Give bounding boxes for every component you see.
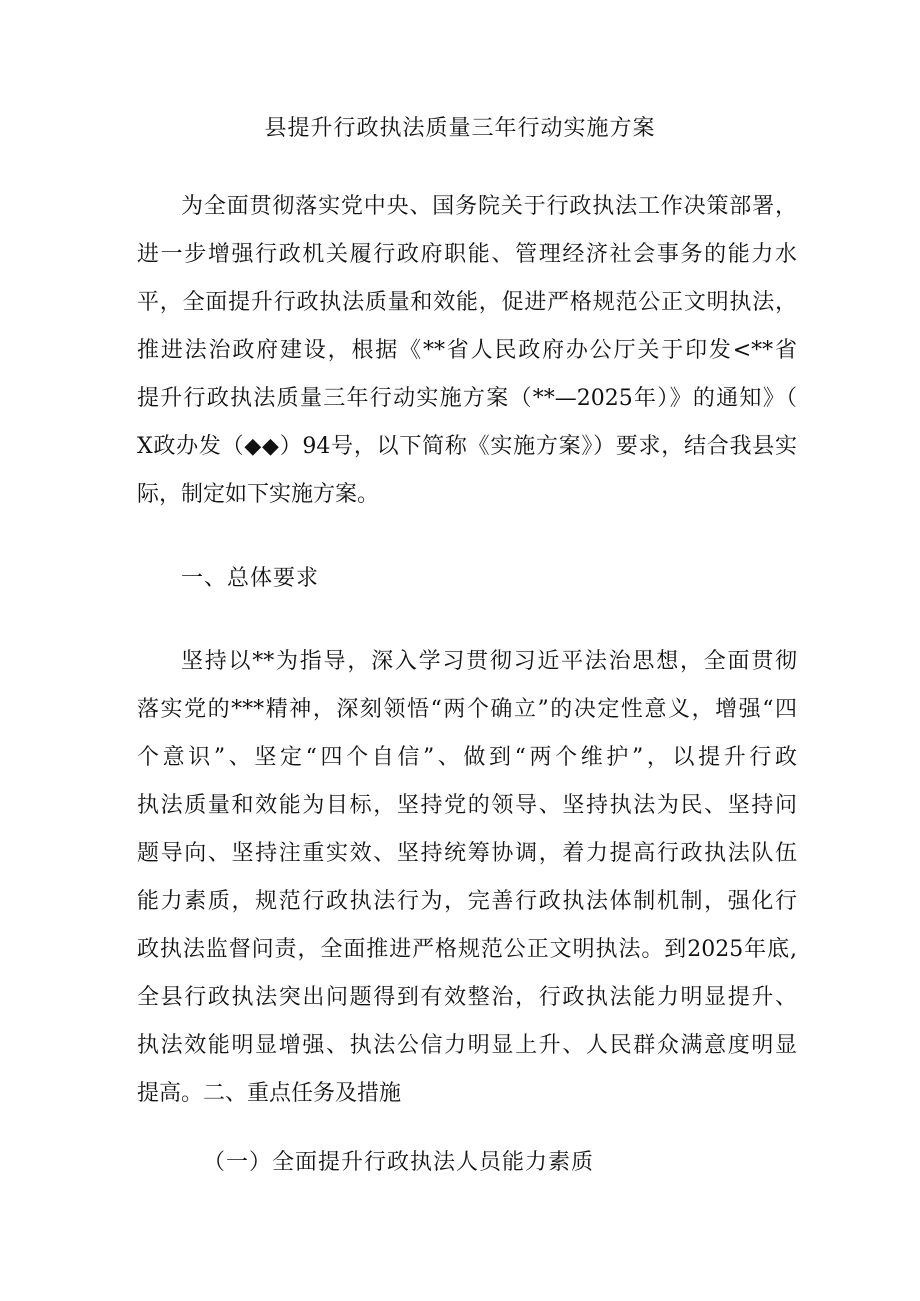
section1-line: 坚持以**为指导，深入学习贯彻习近平法治思想，全面贯彻 xyxy=(181,649,797,674)
intro-line: 为全面贯彻落实党中央、国务院关于行政执法工作决策部署， xyxy=(181,194,797,219)
intro-line: 提升行政执法质量三年行动实施方案（**—2025年）》的通知》（ xyxy=(137,386,797,411)
intro-line: 进一步增强行政机关履行政府职能、管理经济社会事务的能力水 xyxy=(137,242,797,267)
section1-line: 执法效能明显增强、执法公信力明显上升、人民群众满意度明显 xyxy=(137,1033,797,1058)
subsection-heading-capacity: （一）全面提升行政执法人员能力素质 xyxy=(203,1150,595,1175)
section1-line: 提高。二、重点任务及措施 xyxy=(137,1081,402,1106)
intro-line: 推进法治政府建设，根据《**省人民政府办公厅关于印发<**省 xyxy=(137,338,797,363)
document-title: 县提升行政执法质量三年行动实施方案 xyxy=(264,116,656,141)
intro-line: 际，制定如下实施方案。 xyxy=(137,482,380,507)
section-heading-general-requirements: 一、总体要求 xyxy=(181,566,320,591)
section1-line: 落实党的***精神，深刻领悟“两个确立”的决定性意义，增强“四 xyxy=(137,697,797,722)
section1-line: 政执法监督问责，全面推进严格规范公正文明执法。到2025年底, xyxy=(137,937,797,962)
section1-line: 全县行政执法突出问题得到有效整治，行政执法能力明显提升、 xyxy=(137,985,797,1010)
section1-line: 执法质量和效能为目标，坚持党的领导、坚持执法为民、坚持问 xyxy=(137,793,797,818)
section1-line: 能力素质，规范行政执法行为，完善行政执法体制机制，强化行 xyxy=(137,889,797,914)
section1-line: 题导向、坚持注重实效、坚持统筹协调，着力提高行政执法队伍 xyxy=(137,841,797,866)
intro-line: X政办发（◆◆）94号，以下简称《实施方案》）要求，结合我县实 xyxy=(137,434,797,459)
section1-line: 个意识”、坚定“四个自信”、做到“两个维护”，以提升行政 xyxy=(137,745,797,770)
intro-line: 平，全面提升行政执法质量和效能，促进严格规范公正文明执法， xyxy=(137,290,797,315)
